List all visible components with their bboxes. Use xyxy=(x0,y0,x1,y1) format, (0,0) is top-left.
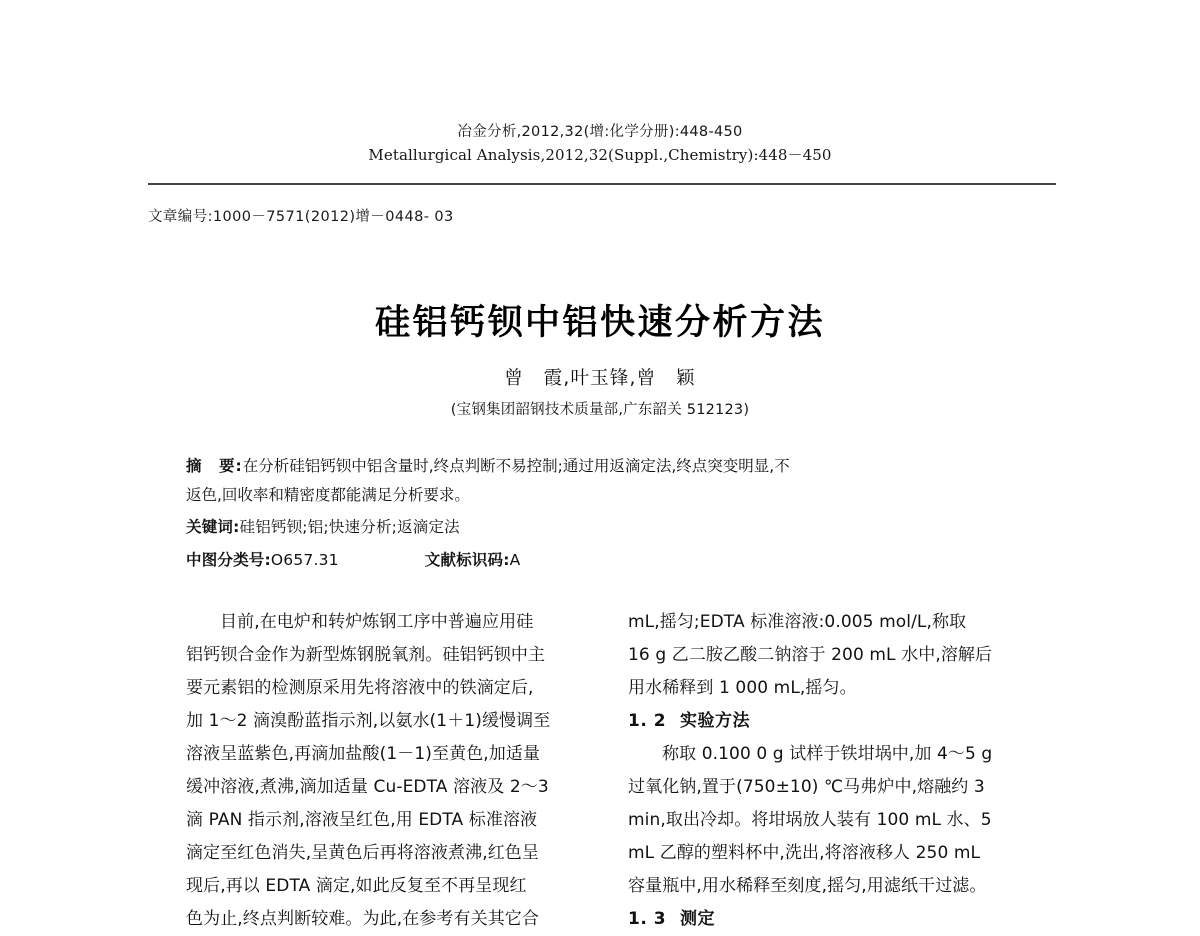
body-column-right xyxy=(628,606,1020,936)
clc-value: O657.31 xyxy=(270,551,339,569)
abstract-line-1 xyxy=(186,452,1022,480)
body-text-line: 用水稀释到 1 000 mL,摇匀。 xyxy=(628,678,857,698)
body-text-line: 现后,再以 EDTA 滴定,如此反复至不再呈现红 xyxy=(186,876,527,896)
body-text-line: 过氧化钠,置于(750±10) ℃马弗炉中,熔融约 3 xyxy=(628,777,985,797)
section-heading xyxy=(628,903,1020,936)
section-heading-label: 测定 xyxy=(680,909,715,929)
body-text-line: 铝钙钡合金作为新型炼钢脱氧剂。硅铝钙钡中主 xyxy=(186,645,546,665)
section-heading xyxy=(628,705,1020,738)
header-divider-rule xyxy=(148,183,1056,185)
page-title: 硅铝钙钡中铝快速分析方法 xyxy=(374,303,825,344)
body-text-line: 目前,在电炉和转炉炼钢工序中普遍应用硅 xyxy=(220,612,534,632)
keywords-label: 关键词: xyxy=(186,518,240,536)
clc-label: 中图分类号: xyxy=(186,551,271,569)
keywords-line xyxy=(186,515,460,537)
body-text-line: 色为止,终点判断较难。为此,在参考有关其它合 xyxy=(186,909,540,929)
abstract-label: 摘 要: xyxy=(186,457,243,475)
document-code-value: A xyxy=(509,551,521,569)
keywords-value: 硅铝钙钡;铝;快速分析;返滴定法 xyxy=(239,518,460,536)
body-column-left xyxy=(186,606,578,936)
body-text-line: 加 1～2 滴溴酚蓝指示剂,以氨水(1＋1)缓慢调至 xyxy=(186,711,551,731)
section-heading-number: 1. 2 xyxy=(628,711,667,731)
author-affiliation: (宝钢集团韶钢技术质量部,广东韶关 512123) xyxy=(450,402,750,418)
body-text-line: 滴定至红色消失,呈黄色后再将溶液煮沸,红色呈 xyxy=(186,843,540,863)
body-text-line: 溶液呈蓝紫色,再滴加盐酸(1－1)至黄色,加适量 xyxy=(186,744,541,764)
journal-citation-chinese: 冶金分析,2012,32(增:化学分册):448-450 xyxy=(457,124,743,140)
body-text-line: 缓冲溶液,煮沸,滴加适量 Cu-EDTA 溶液及 2～3 xyxy=(186,777,549,797)
body-text-line: 滴 PAN 指示剂,溶液呈红色,用 EDTA 标准溶液 xyxy=(186,810,538,830)
abstract-text-1: 在分析硅铝钙钡中铝含量时,终点判断不易控制;通过用返滴定法,终点突变明显,不 xyxy=(242,457,790,475)
journal-citation-english: Metallurgical Analysis,2012,32(Suppl.,Chemistry):448－450 xyxy=(368,146,832,165)
body-text-line: min,取出冷却。将坩埚放人装有 100 mL 水、5 xyxy=(628,810,992,830)
author-list: 曾 霞,叶玉锋,曾 颖 xyxy=(504,368,696,389)
body-text-line: 要元素铝的检测原采用先将溶液中的铁滴定后, xyxy=(186,678,534,698)
body-text-line: 16 g 乙二胺乙酸二钠溶于 200 mL 水中,溶解后 xyxy=(628,645,993,665)
section-heading-number: 1. 3 xyxy=(628,909,667,929)
abstract-line-2: 返色,回收率和精密度都能满足分析要求。 xyxy=(186,486,470,504)
body-text-line: 称取 0.100 0 g 试样于铁坩埚中,加 4～5 g xyxy=(662,744,993,764)
journal-running-head xyxy=(0,122,1200,167)
section-heading-label: 实验方法 xyxy=(680,711,750,731)
body-text-line: mL,摇匀;EDTA 标准溶液:0.005 mol/L,称取 xyxy=(628,612,967,632)
body-text-line: mL 乙醇的塑料杯中,洗出,将溶液移人 250 mL xyxy=(628,843,981,863)
body-text-line: 容量瓶中,用水稀释至刻度,摇匀,用滤纸干过滤。 xyxy=(628,876,987,896)
classification-line xyxy=(186,548,520,570)
article-number: 文章编号:1000－7571(2012)增－0448- 03 xyxy=(148,209,454,225)
document-code-label: 文献标识码: xyxy=(424,551,510,569)
